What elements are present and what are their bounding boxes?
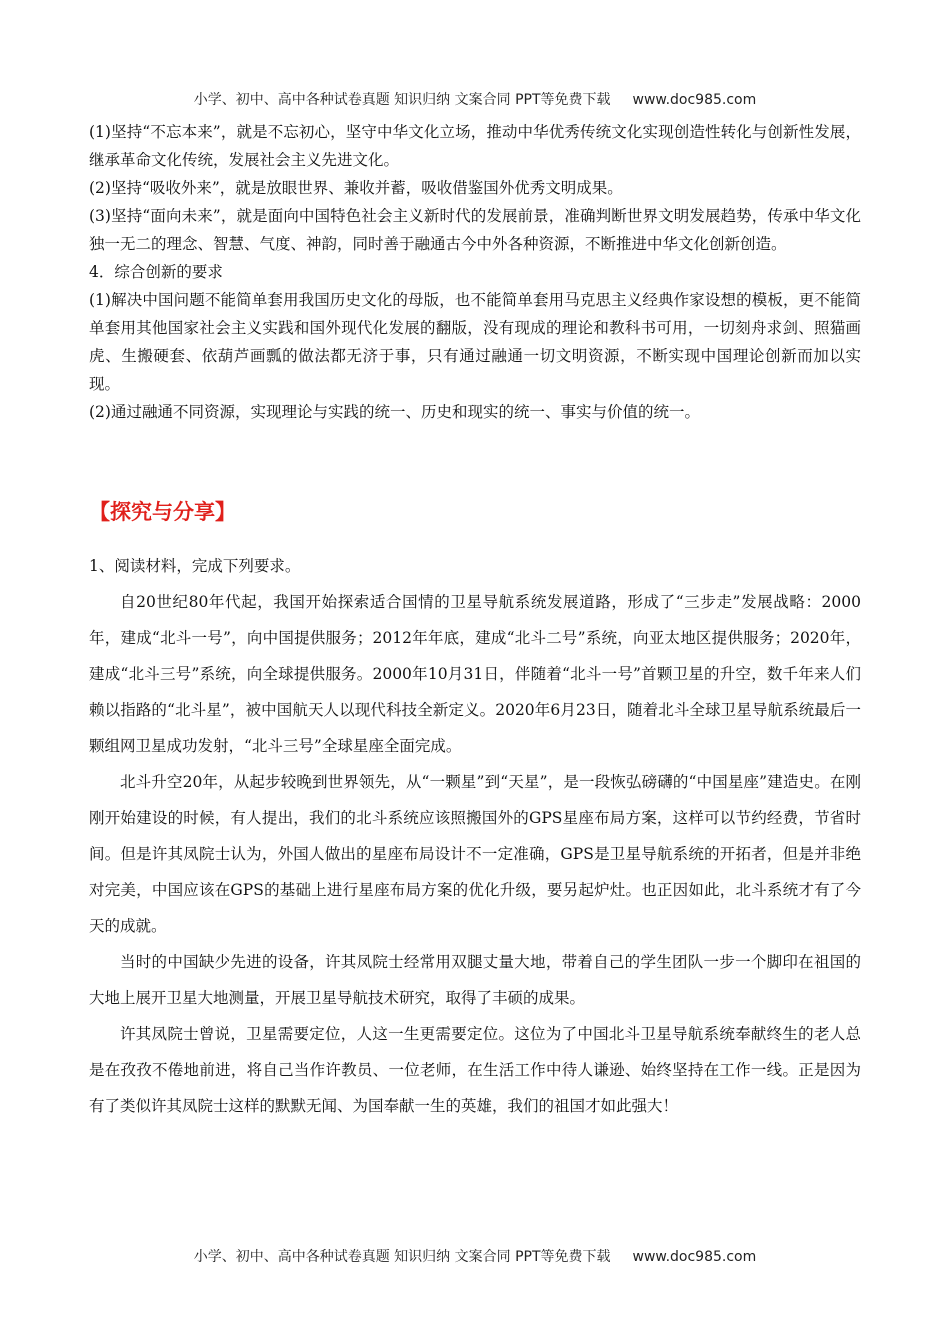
paragraph-item4-2: (2)通过融通不同资源，实现理论与实践的统一、历史和现实的统一、事实与价值的统一。	[89, 403, 700, 421]
paragraph-item1: (1)坚持“不忘本来”，就是不忘初心，坚守中华文化立场，推动中华优秀传统文化实现创造性转化与创新性发展，继承革命文化传统，发展社会主义先进文化。	[89, 123, 861, 169]
paragraph-item3: (3)坚持“面向未来”，就是面向中国特色社会主义新时代的发展前景，准确判断世界文明发展趋势，传承中华文化独一无二的理念、智慧、气度、神韵，同时善于融通古今中外各种资源，不断推进中华文化创新创造。	[89, 207, 861, 253]
header-text: 小学、初中、高中各种试卷真题 知识归纳 文案合同 PPT等免费下载	[193, 92, 611, 108]
heading-4: 4．综合创新的要求	[89, 263, 223, 281]
material-paragraph-1: 自20世纪80年代起，我国开始探索适合国情的卫星导航系统发展道路，形成了“三步走”发展战略：2000年，建成“北斗一号”，向中国提供服务；2012年年底，建成“北斗二号”系统，向亚太地区提供服务；2020年，建成“北斗三号”系统，向全球提供服务。2000年10月31日，伴随着“北斗一号”首颗卫星的升空，数千年来人们赖以指路的“北斗星”，被中国航天人以现代科技全新定义。2020年6月23日，随着北斗全球卫星导航系统最后一颗组网卫星成功发射，“北斗三号”全球星座全面完成。	[89, 593, 861, 755]
material-paragraph-2: 北斗升空20年，从起步较晚到世界领先，从“一颗星”到“天星”，是一段恢弘磅礴的“中国星座”建造史。在刚刚开始建设的时候，有人提出，我们的北斗系统应该照搬国外的GPS星座布局方案，这样可以节约经费，节省时间。但是许其凤院士认为，外国人做出的星座布局设计不一定准确，GPS是卫星导航系统的开拓者，但是并非绝对完美，中国应该在GPS的基础上进行星座布局方案的优化升级，要另起炉灶。也正因如此，北斗系统才有了今天的成就。	[89, 773, 861, 935]
header-site[interactable]: www.doc985.com	[632, 92, 757, 108]
page-footer	[0, 1246, 950, 1266]
question-1: 1、阅读材料，完成下列要求。	[89, 557, 301, 575]
footer-site[interactable]: www.doc985.com	[632, 1249, 757, 1265]
section-title: 【探究与分享】	[89, 500, 236, 524]
page-header	[0, 89, 950, 109]
material-paragraph-4: 许其凤院士曾说，卫星需要定位，人这一生更需要定位。这位为了中国北斗卫星导航系统奉献终生的老人总是在孜孜不倦地前进，将自己当作许教员、一位老师，在生活工作中待人谦逊、始终坚持在工作一线。正是因为有了类似许其凤院士这样的默默无闻、为国奉献一生的英雄，我们的祖国才如此强大！	[89, 1025, 861, 1115]
paragraph-item2: (2)坚持“吸收外来”，就是放眼世界、兼收并蓄，吸收借鉴国外优秀文明成果。	[89, 179, 623, 197]
paragraph-item4-1: (1)解决中国问题不能简单套用我国历史文化的母版，也不能简单套用马克思主义经典作家设想的模板，更不能简单套用其他国家社会主义实践和国外现代化发展的翻版，没有现成的理论和教科书可用，一切刻舟求剑、照猫画虎、生搬硬套、依葫芦画瓢的做法都无济于事，只有通过融通一切文明资源，不断实现中国理论创新而加以实现。	[89, 291, 861, 393]
document-body	[89, 118, 861, 1124]
footer-text: 小学、初中、高中各种试卷真题 知识归纳 文案合同 PPT等免费下载	[193, 1249, 611, 1265]
material-paragraph-3: 当时的中国缺少先进的设备，许其凤院士经常用双腿丈量大地，带着自己的学生团队一步一个脚印在祖国的大地上展开卫星大地测量，开展卫星导航技术研究，取得了丰硕的成果。	[89, 953, 861, 1007]
